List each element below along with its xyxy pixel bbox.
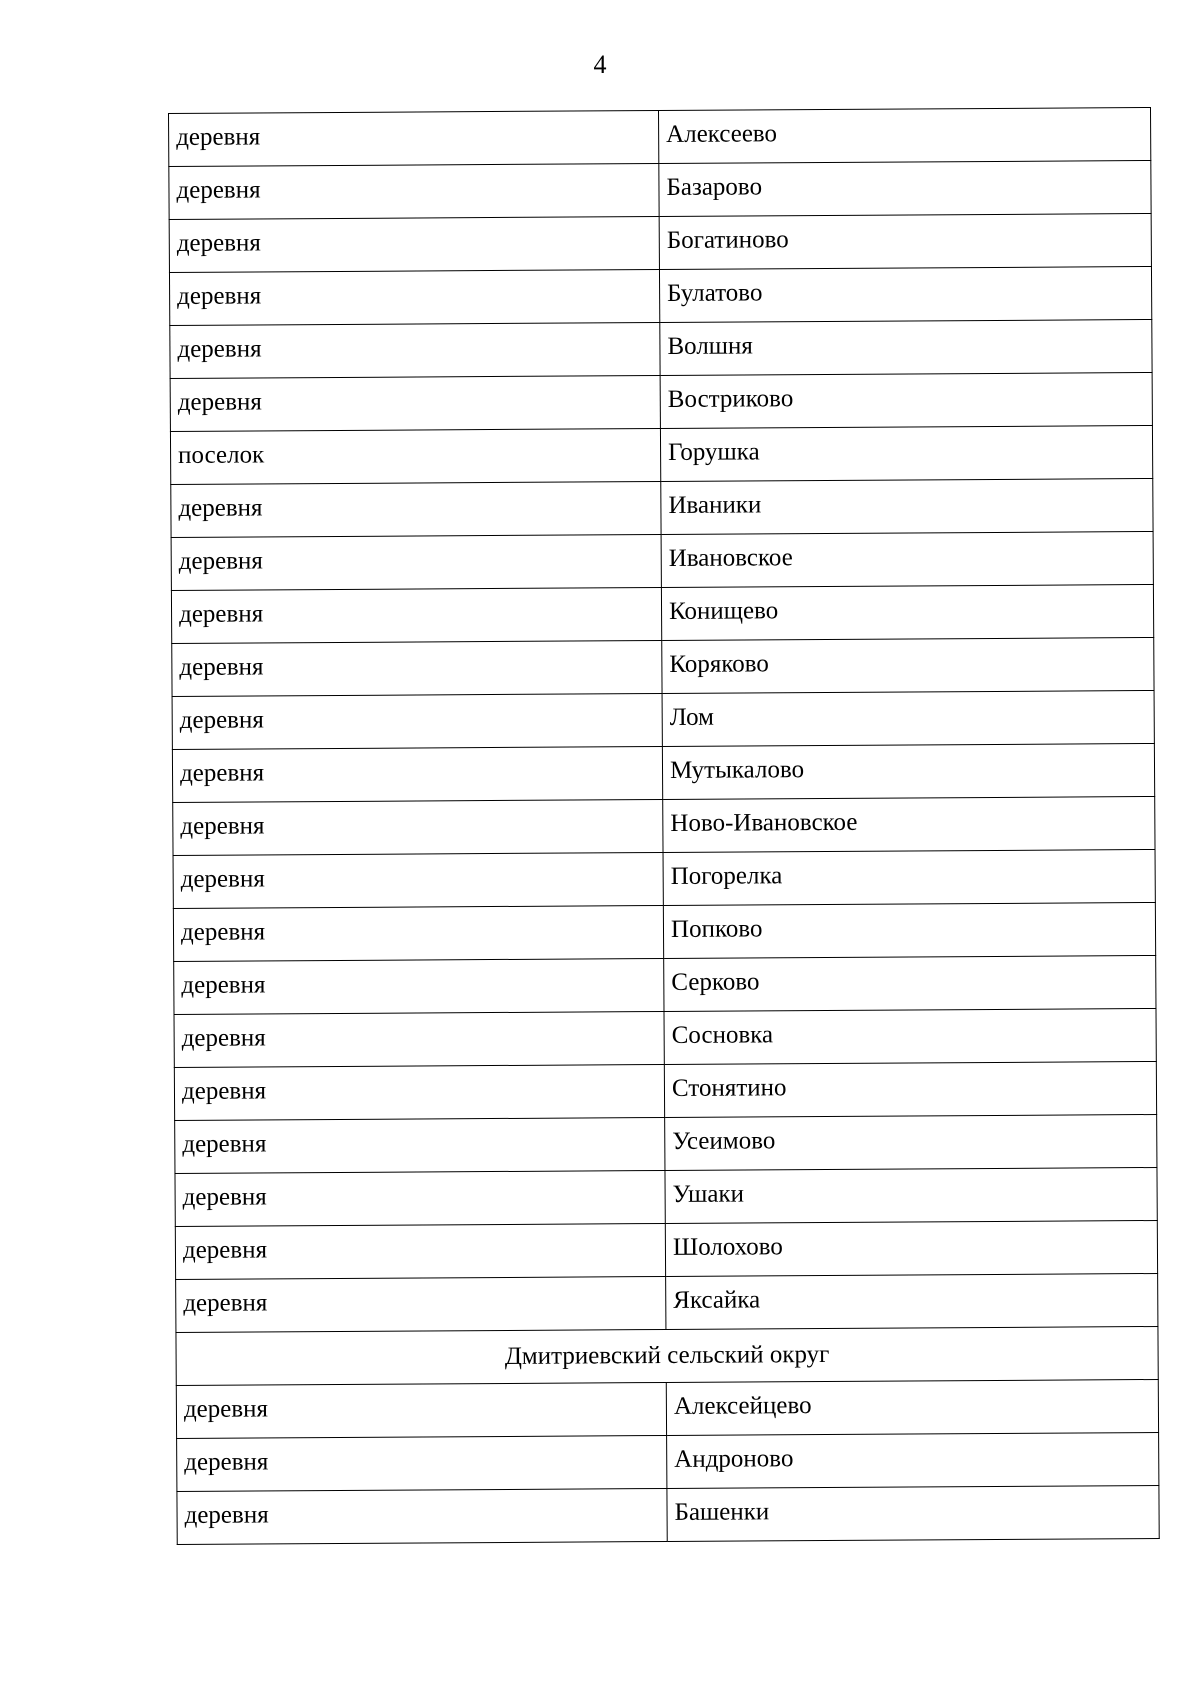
settlement-name: Башенки <box>674 1498 770 1526</box>
table-row <box>169 213 1151 272</box>
settlement-name-cell <box>663 796 1155 852</box>
settlement-type-cell <box>176 1382 666 1438</box>
settlement-type-cell <box>172 693 662 749</box>
settlement-type: деревня <box>184 1501 269 1529</box>
settlement-name: Мутыкалово <box>669 756 805 784</box>
settlement-name: Ново-Ивановское <box>670 808 858 837</box>
table-row <box>173 849 1155 908</box>
settlement-type-cell <box>171 534 661 590</box>
settlement-type-cell <box>172 640 662 696</box>
settlement-type: деревня <box>182 1130 267 1158</box>
settlement-type-cell <box>169 164 659 220</box>
settlement-name: Погорелка <box>670 862 783 890</box>
settlement-name: Волшня <box>667 332 753 360</box>
settlement-name: Серково <box>671 968 760 996</box>
settlement-name-cell <box>664 1008 1156 1064</box>
settlement-type: деревня <box>181 971 266 999</box>
settlement-type-cell <box>170 322 660 378</box>
settlement-name: Базарово <box>666 173 763 201</box>
settlement-type: деревня <box>176 123 261 151</box>
settlement-type: деревня <box>180 918 266 946</box>
section-title: Дмитриевский сельский округ <box>504 1340 830 1370</box>
settlement-type-cell <box>172 746 662 802</box>
settlement-name: Андроново <box>674 1445 794 1473</box>
settlement-name-cell <box>666 1273 1158 1329</box>
settlement-name-cell <box>661 478 1153 534</box>
settlement-type-cell <box>174 1064 664 1120</box>
section-header-cell <box>176 1326 1158 1385</box>
table-row <box>175 1220 1157 1279</box>
settlement-type: деревня <box>183 1395 269 1423</box>
settlement-name: Иваники <box>668 491 762 519</box>
table-row <box>174 1008 1156 1067</box>
settlement-type: деревня <box>180 812 265 840</box>
settlements-table <box>168 107 1160 1545</box>
settlement-type-cell <box>177 1435 667 1491</box>
settlement-name: Богатиново <box>666 226 789 254</box>
settlement-name: Усеимово <box>672 1127 776 1155</box>
settlements-table-wrapper <box>168 107 1159 1545</box>
settlement-type: деревня <box>181 1077 267 1105</box>
settlement-name-cell <box>659 266 1151 322</box>
table-row <box>171 478 1153 537</box>
settlement-type-cell <box>173 905 663 961</box>
settlement-name-cell <box>660 372 1152 428</box>
settlement-name-cell <box>659 160 1151 216</box>
settlement-type: деревня <box>183 1289 268 1317</box>
settlement-type: деревня <box>176 229 261 257</box>
settlement-name: Коряково <box>669 650 769 678</box>
settlement-type-cell <box>174 958 664 1014</box>
settlement-name-cell <box>663 902 1155 958</box>
table-row <box>172 743 1154 802</box>
settlement-name-cell <box>665 1167 1157 1223</box>
settlement-type: поселок <box>178 441 265 469</box>
settlement-type-cell <box>173 852 663 908</box>
table-row <box>171 584 1153 643</box>
settlement-name-cell <box>667 1432 1159 1488</box>
table-row <box>175 1114 1157 1173</box>
settlement-name-cell <box>663 849 1155 905</box>
settlement-name-cell <box>667 1485 1159 1541</box>
settlement-name-cell <box>660 425 1152 481</box>
settlement-name: Шолохово <box>672 1233 783 1261</box>
settlement-type: деревня <box>179 759 265 787</box>
settlement-type-cell <box>170 375 660 431</box>
settlement-name: Горушка <box>668 438 760 466</box>
settlement-type: деревня <box>179 706 264 734</box>
settlement-type: деревня <box>184 1448 269 1476</box>
settlement-type: деревня <box>181 1024 266 1052</box>
table-row <box>173 796 1155 855</box>
settlement-name: Конищево <box>668 597 779 625</box>
table-row <box>169 266 1151 325</box>
settlement-type-cell <box>175 1223 665 1279</box>
settlement-type-cell <box>169 217 659 273</box>
settlement-name: Попково <box>670 915 763 943</box>
settlement-name: Ивановское <box>668 544 793 572</box>
settlement-name-cell <box>660 319 1152 375</box>
settlement-type: деревня <box>178 600 264 628</box>
settlement-name-cell <box>662 637 1154 693</box>
table-row <box>176 1273 1158 1332</box>
table-row <box>169 160 1151 219</box>
settlement-name: Востриково <box>667 385 794 413</box>
table-row <box>177 1485 1159 1544</box>
settlement-type-cell <box>174 1011 664 1067</box>
settlement-name: Булатово <box>667 279 763 307</box>
settlement-type: деревня <box>177 388 262 416</box>
settlement-type-cell <box>171 481 661 537</box>
settlement-name: Алексейцево <box>673 1392 812 1420</box>
settlement-name-cell <box>661 531 1153 587</box>
settlement-name: Алексеево <box>666 120 778 148</box>
settlement-type-cell <box>169 111 659 167</box>
table-row <box>172 690 1154 749</box>
table-row <box>174 1061 1156 1120</box>
settlement-type: деревня <box>182 1183 267 1211</box>
settlement-type-cell <box>170 428 660 484</box>
settlement-type-cell <box>175 1117 665 1173</box>
settlement-name: Стонятино <box>671 1074 787 1102</box>
settlement-name: Ушаки <box>672 1180 745 1208</box>
settlement-name-cell <box>661 584 1153 640</box>
table-row <box>170 425 1152 484</box>
table-row <box>173 902 1155 961</box>
settlement-name-cell <box>666 1379 1158 1435</box>
page-number: 4 <box>593 50 607 79</box>
settlement-type-cell <box>177 1488 667 1544</box>
table-row <box>175 1167 1157 1226</box>
settlement-type-cell <box>173 799 663 855</box>
settlement-type: деревня <box>179 653 264 681</box>
settlement-type: деревня <box>177 335 262 363</box>
table-row <box>177 1432 1159 1491</box>
settlement-type: деревня <box>180 865 265 893</box>
settlement-type: деревня <box>178 494 263 522</box>
settlement-name-cell <box>662 690 1154 746</box>
table-row <box>176 1379 1158 1438</box>
settlement-type: деревня <box>176 176 261 204</box>
settlement-name-cell <box>659 213 1151 269</box>
settlement-type-cell <box>169 270 659 326</box>
settlement-name: Сосновка <box>671 1021 774 1049</box>
table-row <box>172 637 1154 696</box>
settlement-type-cell <box>171 587 661 643</box>
settlement-name-cell <box>664 955 1156 1011</box>
settlement-name-cell <box>665 1220 1157 1276</box>
settlement-type: деревня <box>177 282 262 310</box>
settlement-name: Лом <box>669 703 714 731</box>
settlement-type: деревня <box>178 547 263 575</box>
settlement-type-cell <box>175 1170 665 1226</box>
table-row <box>170 372 1152 431</box>
settlement-name: Яксайка <box>673 1286 761 1314</box>
settlement-name-cell <box>664 1061 1156 1117</box>
settlement-name-cell <box>658 107 1150 163</box>
table-row <box>169 107 1151 166</box>
settlement-type: деревня <box>182 1236 268 1264</box>
settlement-name-cell <box>665 1114 1157 1170</box>
section-header-row <box>176 1326 1158 1385</box>
settlement-type-cell <box>176 1276 666 1332</box>
settlement-name-cell <box>662 743 1154 799</box>
table-row <box>170 319 1152 378</box>
table-row <box>171 531 1153 590</box>
table-row <box>174 955 1156 1014</box>
